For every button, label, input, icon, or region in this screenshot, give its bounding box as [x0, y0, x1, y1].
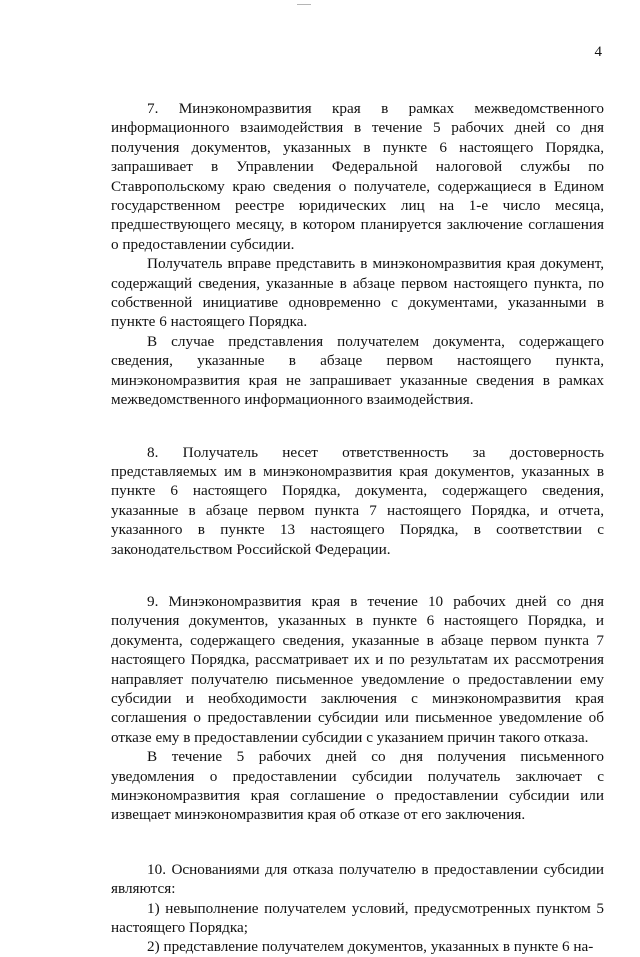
paragraph-10-item-2: 2) представление получателем документов, указанных в пункте 6 на- [147, 938, 594, 956]
paragraph-10-item-1: 1) невыполнение получателем условий, предусмотренных пунктом 5 настоящего Порядка; [111, 899, 604, 937]
document-body [111, 99, 604, 957]
paragraph-9-agreement: В течение 5 рабочих дней со дня получения письменного уведомления о предоставлении субсидии получатель заключает с минэкономразвития края соглашение о предоставлении субсидии или извещает минэкономразвития края об отказе от его заключения. [111, 748, 604, 824]
page-number: 4 [594, 44, 602, 60]
scan-mark [297, 4, 311, 5]
paragraph-10: 10. Основаниями для отказа получателю в предоставлении субсидии являются: [111, 860, 604, 898]
paragraph-7: 7. Минэкономразвития края в рамках межведомственного информационного взаимодействия в течение 5 рабочих дней со дня получения документов, указанных в пункте 6 настоящего Порядка, запрашивает в Управлении Федеральной налоговой службы по Ставропольскому краю сведения о получателе, содержащиеся в Едином государственном реестре юридических лиц на 1-е число месяца, предшествующего месяцу, в котором планируется заключение соглашения о предоставлении субсидии. [111, 100, 604, 253]
paragraph-7-right-to-submit: Получатель вправе представить в минэкономразвития края документ, содержащий сведения, указанные в абзаце первом настоящего пункта, по собственной инициативе одновременно с документами, указанными в пункте 6 настоящего Порядка. [111, 255, 604, 331]
paragraph-9: 9. Минэкономразвития края в течение 10 рабочих дней со дня получения документов, указанных в пункте 6 настоящего Порядка, и документа, содержащего сведения, указанные в абзаце первом пункта 7 настоящего Порядка, рассматривает их и по результатам их рассмотрения направляет получателю письменное уведомление о предоставлении ему субсидии и необходимости заключения с минэкономразвития края соглашения о предоставлении субсидии или письменное уведомление об отказе ему в предоставлении субсидии с указанием причин такого отказа. [111, 592, 604, 746]
paragraph-8: 8. Получатель несет ответственность за достоверность представляемых им в минэкономразвития края документов, указанных в пункте 6 настоящего Порядка, документа, содержащего сведения, указанные в абзаце первом пункта 7 настоящего Порядка, и отчета, указанного в пункте 13 настоящего Порядка, в соответствии с законодательством Российской Федерации. [111, 443, 604, 558]
paragraph-7-no-request: В случае представления получателем документа, содержащего сведения, указанные в абзаце первом настоящего пункта, минэкономразвития края не запрашивает указанные сведения в рамках межведомственного информационного взаимодействия. [111, 332, 604, 409]
